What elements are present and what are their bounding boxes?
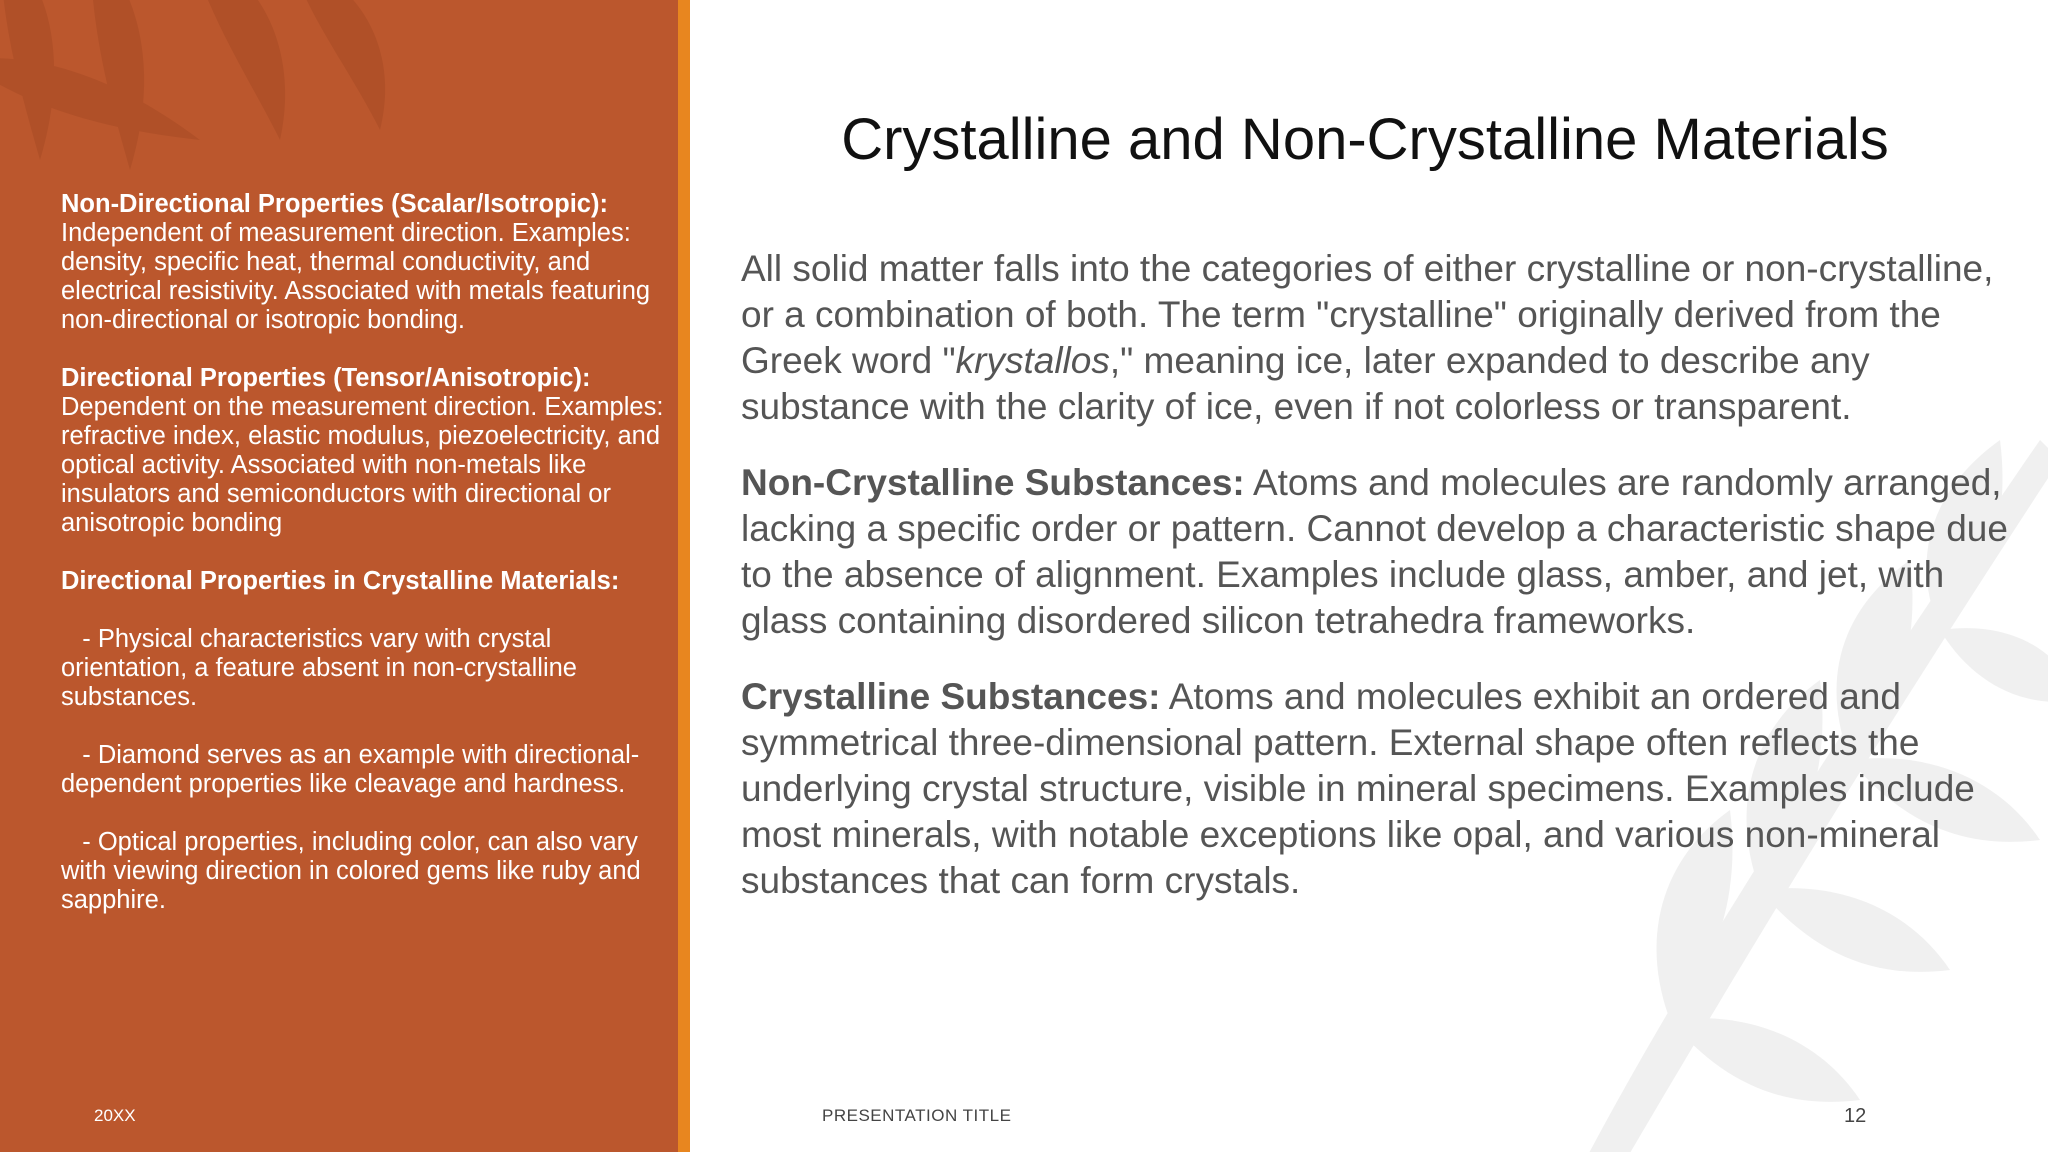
accent-bar xyxy=(678,0,690,1152)
non-crystalline-paragraph xyxy=(741,460,2031,644)
crystalline-lead: Crystalline Substances: xyxy=(741,676,1161,717)
bullet-item: - Diamond serves as an example with directional-dependent properties like cleavage and hardness. xyxy=(61,741,640,798)
directional-text: Dependent on the measurement direction. Examples: refractive index, elastic modulus, piezoelectricity, and optical activity. Associated with non-metals like insulators and semiconductors with directional or anisotropic bonding xyxy=(61,393,664,537)
non-directional-section xyxy=(61,190,671,335)
footer-presentation-title: PRESENTATION TITLE xyxy=(822,1106,1012,1125)
footer-page-number: 12 xyxy=(1844,1105,1867,1127)
crystalline-directional-heading: Directional Properties in Crystalline Materials: xyxy=(61,567,620,595)
directional-heading: Directional Properties (Tensor/Anisotropic): xyxy=(61,364,591,392)
non-crystalline-text: Atoms and molecules are randomly arranged, lacking a specific order or pattern. Cannot develop a characteristic shape due to the absence of alignment. Examples include glass, amber, and jet, with glass containing disordered silicon tetrahedra frameworks. xyxy=(741,462,2008,641)
left-panel xyxy=(0,0,678,1152)
directional-section xyxy=(61,364,671,538)
intro-greek-word: krystallos xyxy=(955,340,1110,381)
non-crystalline-lead: Non-Crystalline Substances: xyxy=(741,462,1245,503)
crystalline-directional-section xyxy=(61,567,671,596)
crystalline-paragraph xyxy=(741,674,2031,904)
slide-body xyxy=(741,246,2031,934)
footer-date: 20XX xyxy=(94,1106,136,1125)
bullet-item: - Optical properties, including color, can also vary with viewing direction in colored gems like ruby and sapphire. xyxy=(61,828,648,914)
bullet-item: - Physical characteristics vary with crystal orientation, a feature absent in non-crystalline substances. xyxy=(61,625,585,711)
non-directional-heading: Non-Directional Properties (Scalar/Isotropic): xyxy=(61,190,608,218)
crystalline-text: Atoms and molecules exhibit an ordered and symmetrical three-dimensional pattern. External shape often reflects the underlying crystal structure, visible in mineral specimens. Examples include most minerals, with notable exceptions like opal, and various non-mineral substances that can form crystals. xyxy=(741,676,1975,901)
slide-title: Crystalline and Non-Crystalline Materials xyxy=(841,107,1889,172)
intro-text-end: ," meaning ice, later expanded to describe any substance with the clarity of ice, even if not colorless or transparent. xyxy=(741,340,1870,427)
intro-text-start: All solid matter falls into the categories of either crystalline or non-crystalline, or a combination of both. The term "crystalline" originally derived from the Greek word " xyxy=(741,248,1994,381)
left-panel-text xyxy=(61,190,671,944)
leaf-decoration-icon xyxy=(0,0,520,180)
intro-paragraph xyxy=(741,246,2031,430)
non-directional-text: Independent of measurement direction. Examples: density, specific heat, thermal conductivity, and electrical resistivity. Associated with metals featuring non-directional or isotropic bonding. xyxy=(61,219,651,334)
